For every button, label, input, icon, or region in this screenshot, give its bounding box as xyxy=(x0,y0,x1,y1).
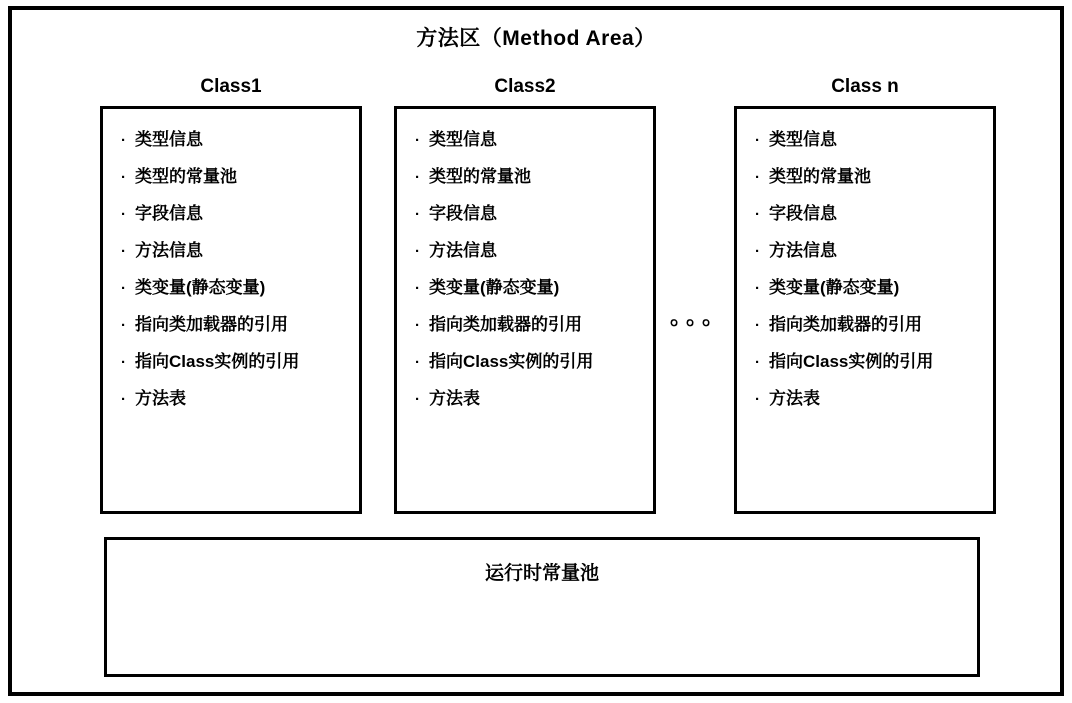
runtime-constant-pool-box xyxy=(104,537,980,677)
class-item xyxy=(121,390,359,407)
bullet-icon: · xyxy=(755,169,760,187)
class-item xyxy=(415,131,653,148)
class-item-label: 类变量(静态变量) xyxy=(429,278,560,298)
class-item xyxy=(121,205,359,222)
bullet-icon: · xyxy=(121,317,126,335)
bullet-icon: · xyxy=(415,206,420,224)
class-item-label: 方法表 xyxy=(429,389,480,409)
class-item xyxy=(415,242,653,259)
class-item-label: 类型的常量池 xyxy=(135,167,237,187)
bullet-icon: · xyxy=(755,354,760,372)
bullet-icon: · xyxy=(121,206,126,224)
class-item-label: 方法信息 xyxy=(429,241,497,261)
bullet-icon: · xyxy=(755,280,760,298)
class-item-label: 字段信息 xyxy=(429,204,497,224)
ellipsis-indicator: 。。。 xyxy=(670,304,730,329)
class-item-label: 方法信息 xyxy=(135,241,203,261)
class-item xyxy=(121,168,359,185)
class-item-label: 类型信息 xyxy=(769,130,837,149)
class-item xyxy=(121,279,359,296)
class-column-1 xyxy=(100,76,362,514)
class-item-label: 类型信息 xyxy=(135,130,203,149)
class-item-label: 指向类加载器的引用 xyxy=(769,315,922,335)
class-item xyxy=(415,168,653,185)
bullet-icon: · xyxy=(755,243,760,261)
class-column-2 xyxy=(394,76,656,514)
class-box-2 xyxy=(394,106,656,514)
class-item xyxy=(415,279,653,296)
bullet-icon: · xyxy=(121,354,126,372)
class-item xyxy=(755,279,993,296)
class-item-label: 字段信息 xyxy=(769,204,837,224)
class-item-label: 类变量(静态变量) xyxy=(769,278,900,298)
class-item-label: 类变量(静态变量) xyxy=(135,278,266,298)
class-title-1: Class1 xyxy=(200,76,262,97)
class-item xyxy=(755,168,993,185)
class-item xyxy=(415,353,653,370)
class-box-1 xyxy=(100,106,362,514)
class-title-n: Class n xyxy=(831,76,899,97)
bullet-icon: · xyxy=(415,132,420,150)
class-item-label: 字段信息 xyxy=(135,204,203,224)
bullet-icon: · xyxy=(121,391,126,409)
bullet-icon: · xyxy=(415,317,420,335)
class-item-label: 指向类加载器的引用 xyxy=(135,315,288,335)
method-area-title: 方法区（Method Area） xyxy=(416,27,656,50)
class-column-n xyxy=(734,76,996,514)
bullet-icon: · xyxy=(755,132,760,150)
class-item-label: 类型信息 xyxy=(429,130,497,149)
bullet-icon: · xyxy=(755,391,760,409)
bullet-icon: · xyxy=(415,280,420,298)
class-item-label: 指向类加载器的引用 xyxy=(429,315,582,335)
class-title-2: Class2 xyxy=(494,76,556,97)
class-item xyxy=(121,131,359,148)
method-area-box xyxy=(8,6,1064,696)
class-item xyxy=(415,316,653,333)
bullet-icon: · xyxy=(121,280,126,298)
class-item xyxy=(755,353,993,370)
class-item-label: 方法表 xyxy=(769,389,820,409)
bullet-icon: · xyxy=(121,132,126,150)
bullet-icon: · xyxy=(755,317,760,335)
bullet-icon: · xyxy=(121,169,126,187)
bullet-icon: · xyxy=(121,243,126,261)
class-item xyxy=(121,242,359,259)
bullet-icon: · xyxy=(415,391,420,409)
class-item xyxy=(755,390,993,407)
class-item-label: 类型的常量池 xyxy=(429,167,531,187)
class-item xyxy=(415,205,653,222)
class-item xyxy=(121,316,359,333)
class-item-label: 方法表 xyxy=(135,389,186,409)
class-item xyxy=(121,353,359,370)
class-item-label: 指向Class实例的引用 xyxy=(135,352,300,372)
bullet-icon: · xyxy=(755,206,760,224)
class-item-label: 类型的常量池 xyxy=(769,167,871,187)
class-item xyxy=(415,390,653,407)
class-box-n xyxy=(734,106,996,514)
class-item-label: 方法信息 xyxy=(769,241,837,261)
class-item xyxy=(755,242,993,259)
bullet-icon: · xyxy=(415,243,420,261)
class-item xyxy=(755,316,993,333)
class-item xyxy=(755,205,993,222)
bullet-icon: · xyxy=(415,354,420,372)
class-item-label: 指向Class实例的引用 xyxy=(429,352,594,372)
runtime-constant-pool-title: 运行时常量池 xyxy=(484,563,599,584)
bullet-icon: · xyxy=(415,169,420,187)
class-item xyxy=(755,131,993,148)
class-item-label: 指向Class实例的引用 xyxy=(769,352,934,372)
